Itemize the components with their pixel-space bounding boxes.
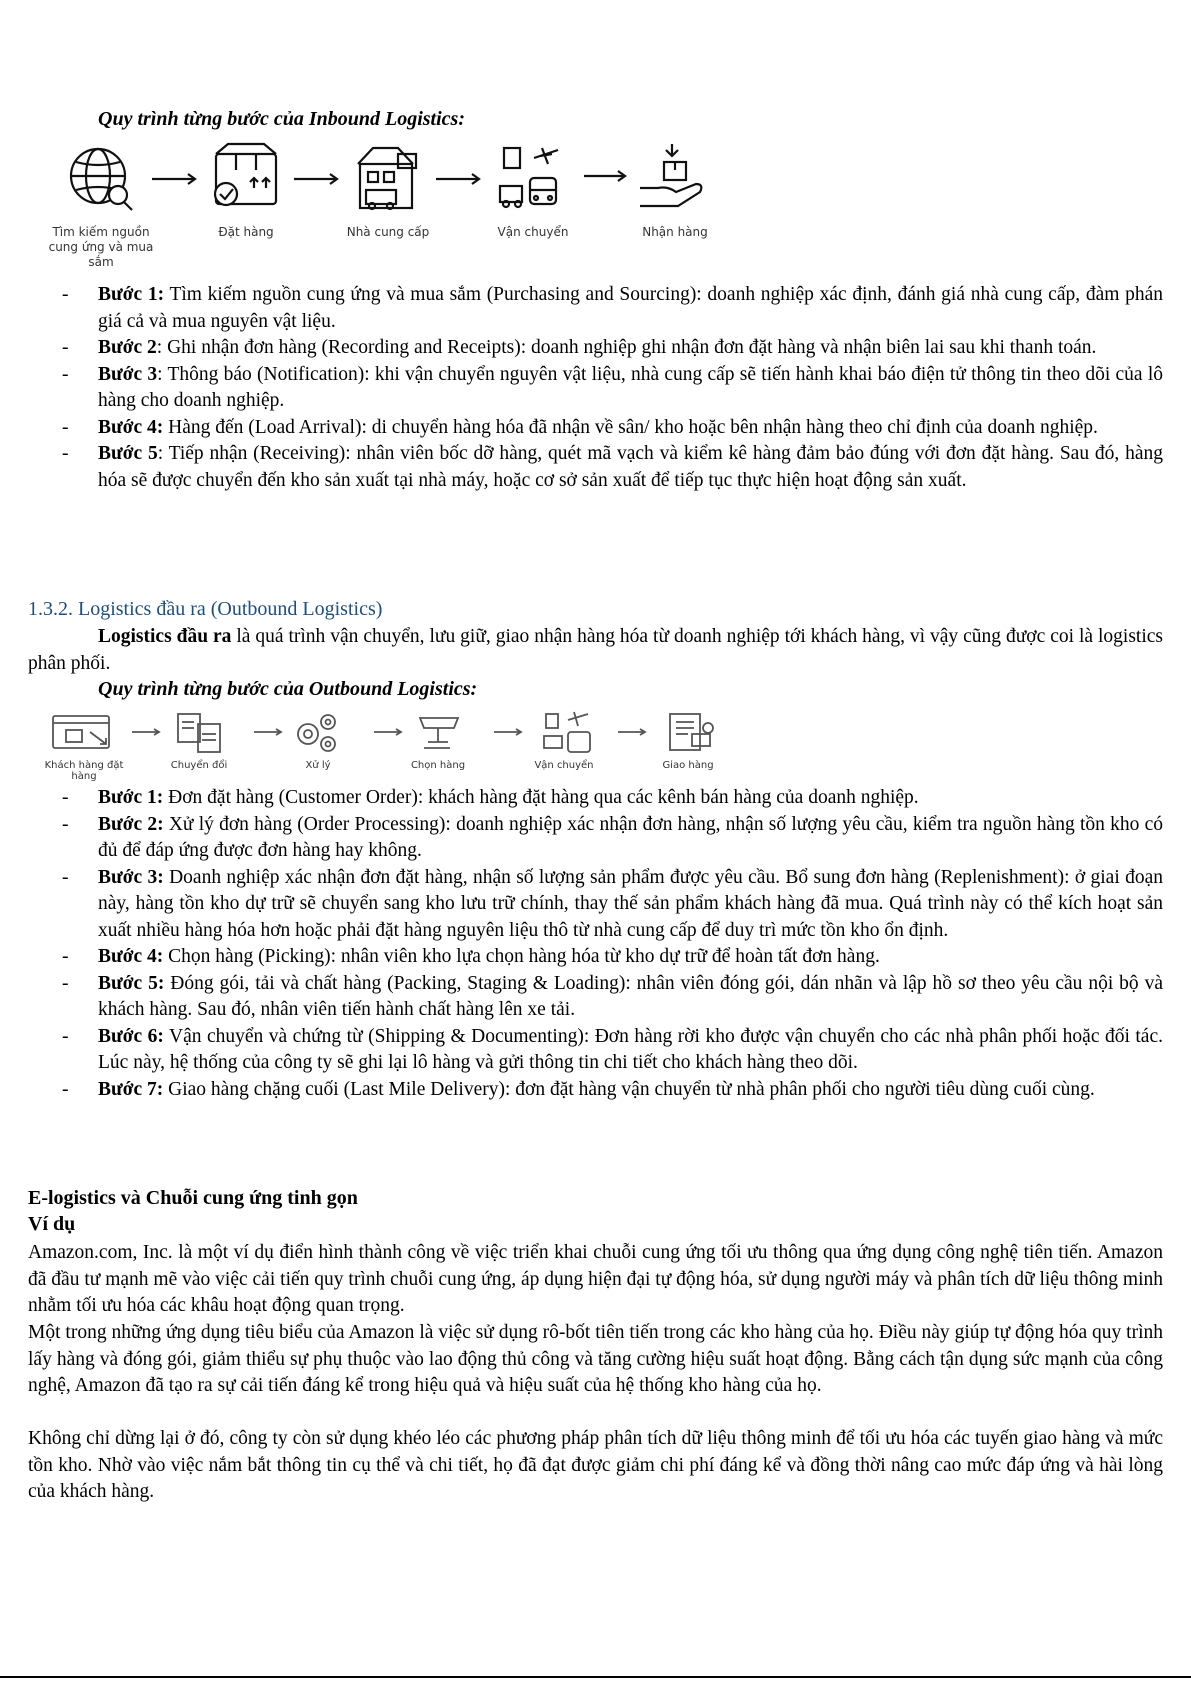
transport-icon	[544, 712, 590, 752]
inbound-label-2: Đặt hàng	[218, 225, 274, 239]
inbound-label-3: Nhà cung cấp	[346, 225, 430, 239]
document-exchange-icon	[178, 714, 220, 752]
list-item: - Bước 5: Đóng gói, tải và chất hàng (Packing, Staging & Loading): nhân viên đóng gói, dán nhãn và lập hồ sơ theo yêu cầu nội bộ và khách hàng. Sau đó, nhân viên tiến hành chất hàng lên xe tải.	[62, 972, 1163, 1020]
list-item: - Bước 2: Ghi nhận đơn hàng (Recording and Receipts): doanh nghiệp ghi nhận đơn đặt hàng và nhận biên lai sau khi thanh toán.	[62, 337, 1097, 358]
outbound-label-2: Chuyển đổi	[170, 760, 228, 771]
outbound-steps-list	[28, 785, 1163, 1103]
hand-receive-icon	[640, 144, 701, 206]
section-title: 1.3.2. Logistics đầu ra (Outbound Logistics)	[28, 598, 383, 620]
inbound-label-1: Tìm kiếm nguồn cung ứng và mua sắm	[48, 225, 154, 269]
transport-icon	[500, 148, 558, 207]
list-item: - Bước 4: Chọn hàng (Picking): nhân viên kho lựa chọn hàng hóa từ kho dự trữ để hoàn tất đơn hàng.	[62, 946, 880, 967]
inbound-heading: Quy trình từng bước của Inbound Logistics:	[98, 108, 465, 130]
customer-order-icon	[53, 716, 109, 748]
outbound-label-1: Khách hàng đặt hàng	[44, 760, 124, 782]
list-item: - Bước 4: Hàng đến (Load Arrival): di chuyển hàng hóa đã nhận về sân/ kho hoặc bên nhận hàng theo chỉ định của doanh nghiệp.	[62, 416, 1098, 438]
outbound-label-4: Chọn hàng	[410, 760, 466, 771]
elogistics-paragraph-1: Amazon.com, Inc. là một ví dụ điển hình thành công về việc triển khai chuỗi cung ứng tối ưu thông qua ứng dụng công nghệ tiên tiến. Amazon đã đầu tư mạnh mẽ vào việc cải tiến quy trình chuỗi cung ứng, áp dụng hiện đại tự động hóa, sử dụng người máy và phân tích dữ liệu thông minh nhằm tối ưu hóa các khâu hoạt động quan trọng.	[28, 1242, 1163, 1316]
list-item: - Bước 3: Doanh nghiệp xác nhận đơn đặt hàng, nhận số lượng sản phẩm được yêu cầu. Bổ sung đơn hàng (Replenishment): ở giai đoạn này, hàng tồn kho dự trữ sẽ chuyển sang kho lưu trữ chính, thay thế sản phẩm khách hàng đã mua. Quá trình này có thể kích hoạt sản xuất nhiều hàng hóa hơn hoặc phải đặt hàng nguyên liệu thô từ nhà cung cấp để duy trì mức tồn kho ổn định.	[62, 866, 1163, 941]
document-page	[28, 0, 1163, 1685]
example-title: Ví dụ	[28, 1213, 76, 1235]
supplier-store-icon	[358, 148, 416, 209]
outbound-label-6: Giao hàng	[662, 760, 714, 771]
order-box-icon	[215, 144, 276, 205]
picking-hand-icon	[420, 718, 458, 748]
footer-divider	[0, 1676, 1191, 1678]
list-item: - Bước 5: Tiếp nhận (Receiving): nhân viên bốc dỡ hàng, quét mã vạch và kiểm kê hàng đảm bảo đúng với đơn đặt hàng. Sau đó, hàng hóa sẽ được chuyển đến kho sản xuất tại nhà máy, hoặc cơ sở sản xuất để tiếp tục thực hiện hoạt động sản xuất.	[62, 443, 1163, 491]
elogistics-paragraph-3: Không chỉ dừng lại ở đó, công ty còn sử dụng khéo léo các phương pháp phân tích dữ liệu thông minh để tối ưu hóa các tuyến giao hàng và mức tồn kho. Nhờ vào việc nắm bắt thông tin cụ thể và chi tiết, họ đã đạt được giảm chi phí đáng kể và đồng thời nâng cao mức đáp ứng và hài lòng của khách hàng.	[28, 1428, 1163, 1502]
gears-icon	[298, 715, 335, 751]
list-item: - Bước 2: Xử lý đơn hàng (Order Processing): doanh nghiệp xác nhận đơn hàng, nhận số lượng yêu cầu, kiểm tra nguồn hàng tồn kho có đủ để đáp ứng được đơn hàng hay không.	[62, 813, 1163, 861]
list-item: - Bước 1: Đơn đặt hàng (Customer Order): khách hàng đặt hàng qua các kênh bán hàng của doanh nghiệp.	[62, 787, 919, 808]
outbound-flow-diagram	[28, 708, 748, 782]
list-item: - Bước 6: Vận chuyển và chứng từ (Shipping & Documenting): Đơn hàng rời kho được vận chuyển cho các nhà phân phối hoặc đối tác. Lúc này, hệ thống của công ty sẽ ghi lại lô hàng và gửi thông tin chi tiết cho khách hàng theo dõi.	[62, 1025, 1163, 1073]
elogistics-title: E-logistics và Chuỗi cung ứng tinh gọn	[28, 1187, 358, 1209]
outbound-intro: Logistics đầu ra là quá trình vận chuyển, lưu giữ, giao nhận hàng hóa từ doanh nghiệp tới khách hàng, vì vậy cũng được coi là logistics phân phối.	[28, 626, 1163, 674]
outbound-heading: Quy trình từng bước của Outbound Logistics:	[98, 678, 478, 700]
delivery-icon	[670, 714, 713, 750]
inbound-flow-diagram	[28, 140, 748, 270]
list-item: - Bước 3: Thông báo (Notification): khi vận chuyển nguyên vật liệu, nhà cung cấp sẽ tiến hành khai báo điện tử thông tin theo dõi của lô hàng cho doanh nghiệp.	[62, 363, 1163, 411]
list-item: - Bước 7: Giao hàng chặng cuối (Last Mile Delivery): đơn đặt hàng vận chuyển từ nhà phân phối cho người tiêu dùng cuối cùng.	[62, 1078, 1095, 1100]
inbound-steps-list	[28, 282, 1163, 494]
outbound-label-5: Vận chuyển	[534, 760, 594, 771]
elogistics-paragraph-2: Một trong những ứng dụng tiêu biểu của Amazon là việc sử dụng rô-bốt tiên tiến trong các kho hàng của họ. Điều này giúp tự động hóa quy trình lấy hàng và đóng gói, giảm thiểu sự phụ thuộc vào lao động thủ công và tăng cường hiệu suất hoạt động. Bằng cách tận dụng sức mạnh của công nghệ, Amazon đã tạo ra sự cải tiến đáng kể trong hiệu quả và hiệu suất của hệ thống kho hàng của họ.	[28, 1322, 1163, 1396]
inbound-label-5: Nhận hàng	[642, 225, 708, 239]
inbound-label-4: Vận chuyển	[497, 225, 569, 239]
list-item: - Bước 1: Tìm kiếm nguồn cung ứng và mua sắm (Purchasing and Sourcing): doanh nghiệp xác định, đánh giá nhà cung cấp, đàm phán giá cả và mua nguyên vật liệu.	[62, 284, 1163, 332]
outbound-label-3: Xử lý	[305, 760, 331, 771]
globe-search-icon	[71, 149, 132, 210]
